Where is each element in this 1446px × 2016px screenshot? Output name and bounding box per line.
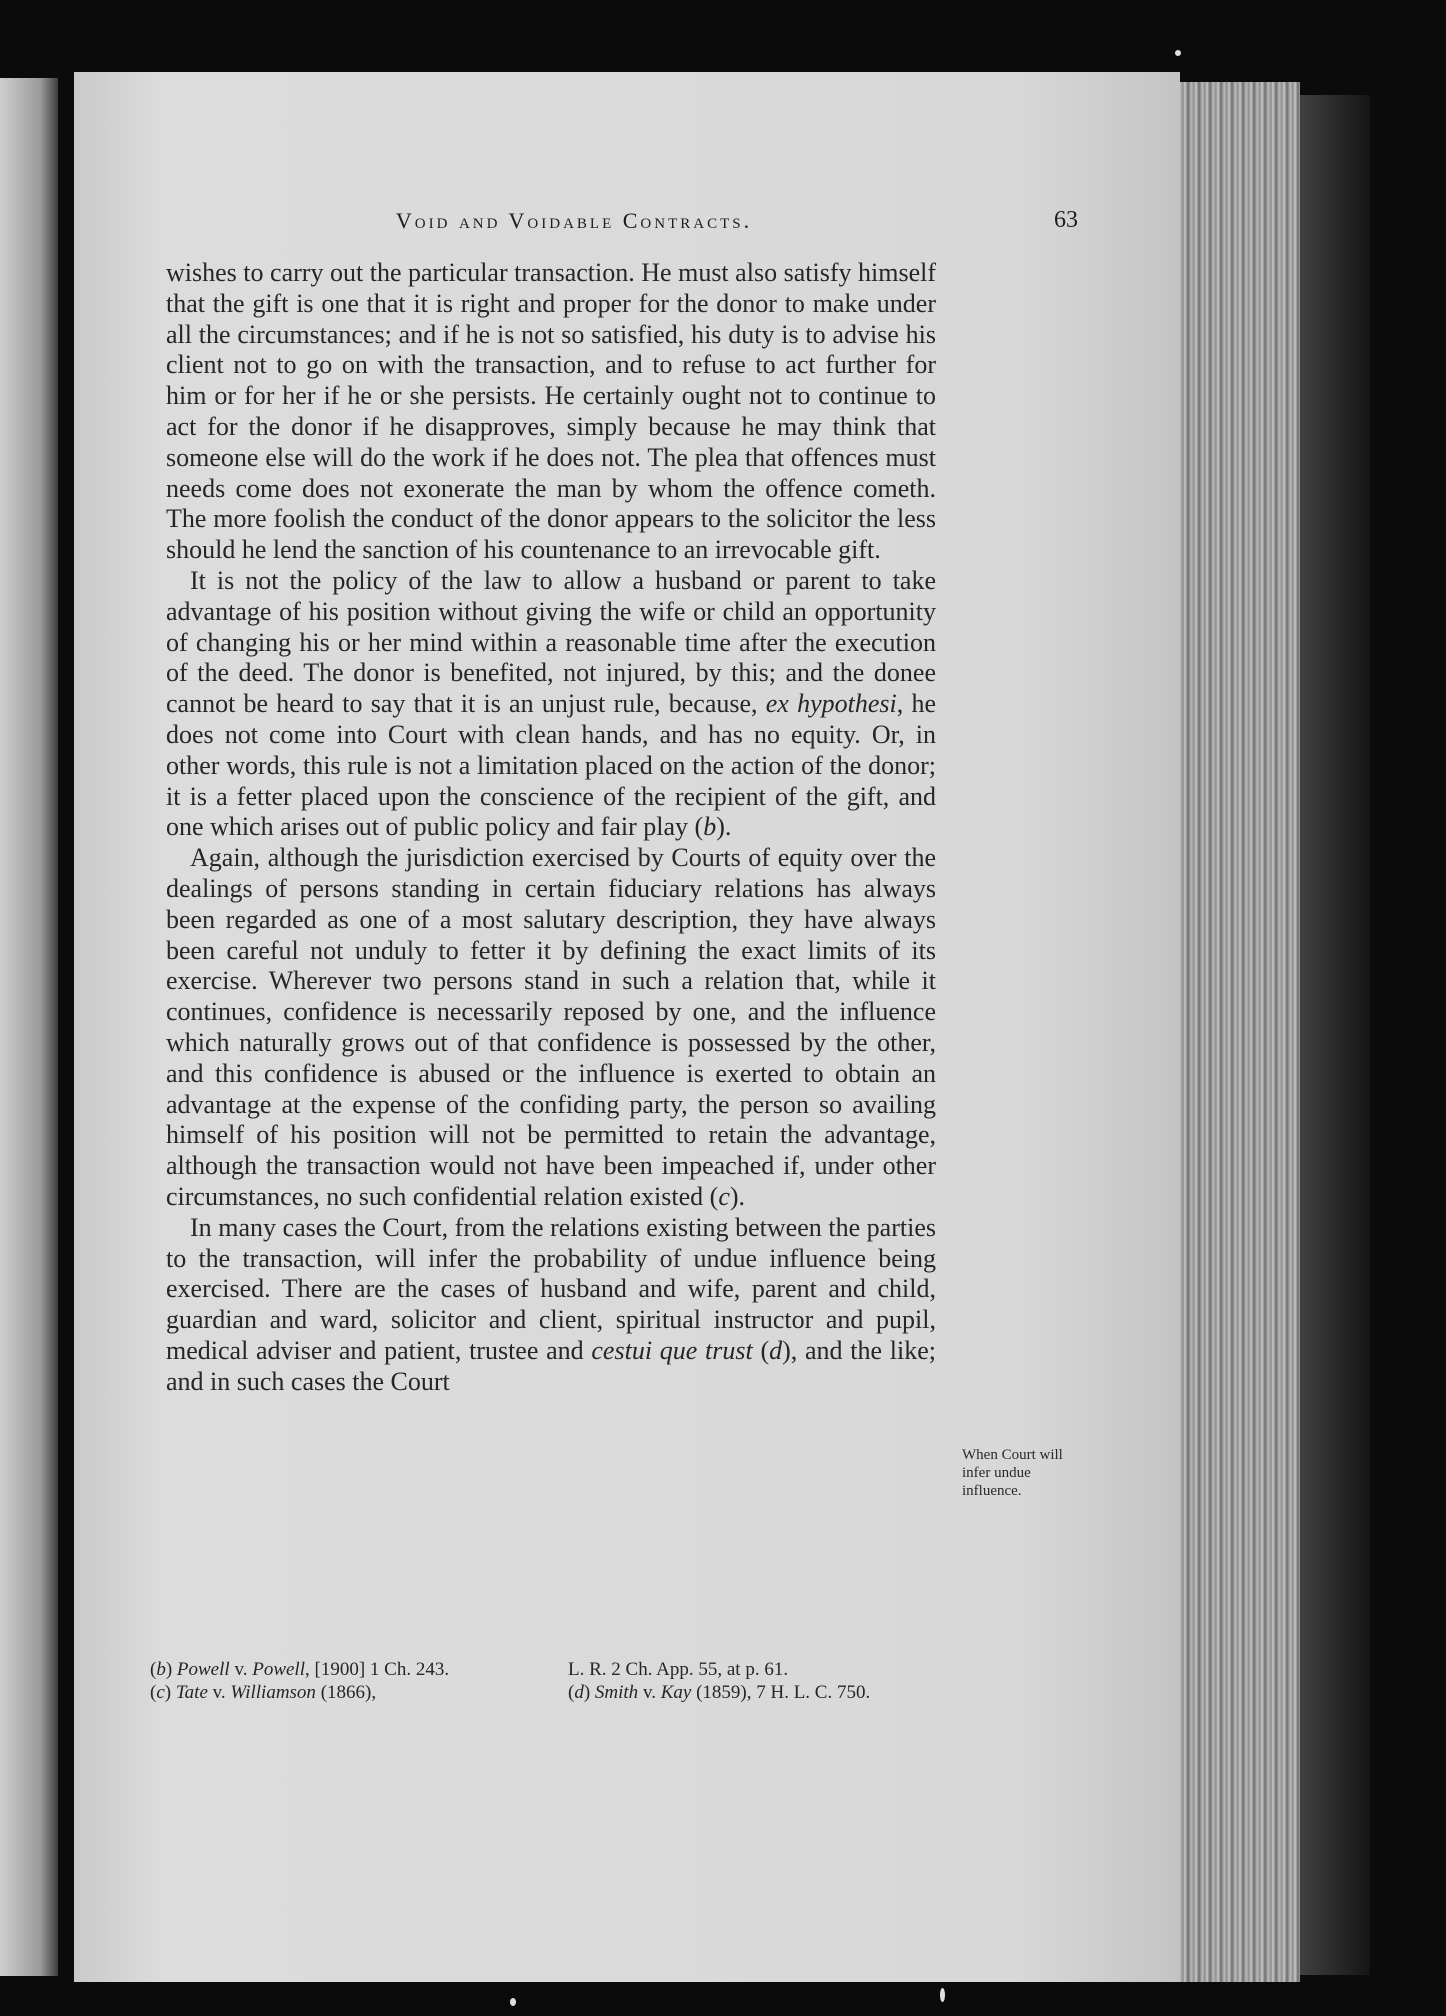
text-run: ) <box>164 1682 176 1703</box>
italic-text-run: Tate <box>175 1682 208 1703</box>
italic-text-run: Powell <box>252 1659 305 1680</box>
body-paragraph <box>166 258 936 566</box>
body-paragraph <box>166 843 936 1213</box>
body-paragraph <box>166 1213 936 1398</box>
text-run: (1866), <box>315 1682 377 1703</box>
italic-text-run: Kay <box>660 1682 692 1703</box>
text-run: , he does not come into Court with clean hands, and has no equity. Or, in other words, this rule is not a limitation placed on the action of the donor; it is a fetter placed upon the conscience of the recipient of the gift, and one which arises out of public policy and fair play ( <box>166 689 936 842</box>
text-run: v. <box>229 1659 253 1680</box>
footnote <box>568 1658 940 1681</box>
adjacent-page-edge <box>0 78 58 1976</box>
text-run: ( <box>752 1335 770 1365</box>
running-head: Void and Voidable Contracts. <box>395 208 753 233</box>
text-run: In many cases the Court, from the relations existing between the parties to the transaction, will infer the probability of undue influence being exercised. There are the cases of husband and wife, parent and child, guardian and ward, solicitor and client, spiritual instructor and pupil, medical adviser and patient, trustee and <box>166 1212 936 1365</box>
text-run: It is not the policy of the law to allow a husband or parent to take advantage of his position without giving the wife or child an opportunity of changing his or her mind within a reasonable time after the execution of the deed. The donor is benefited, not injured, by this; and the donee cannot be heard to say that it is an unjust rule, because, <box>166 565 936 719</box>
text-run: Again, although the jurisdiction exercised by Courts of equity over the dealings of persons standing in certain fiduciary relations has always been regarded as one of a most salutary description, they have always been careful not unduly to fetter it by defining the exact limits of its exercise. Wherever two persons stand in such a relation that, while it continues, confidence is necessarily reposed by one, and the influence which naturally grows out of that confidence is possessed by the other, and this confidence is abused or the influence is exerted to obtain an advantage at the expense of the confiding party, the person so availing himself of his position will not be permitted to retain the advantage, although the transaction would not have been impeached if, under other circumstances, no such confidential relation existed ( <box>166 843 936 1211</box>
italic-text-run: b <box>156 1659 166 1680</box>
body-text <box>166 258 936 1397</box>
text-run: ) <box>583 1682 595 1703</box>
italic-text-run: ex hypothesi <box>765 689 897 719</box>
text-run: ) <box>165 1659 177 1680</box>
book-spine-shadow <box>1300 95 1370 1975</box>
italic-text-run: Powell <box>176 1659 230 1680</box>
text-run: L. R. 2 Ch. App. 55, at p. 61. <box>568 1659 789 1680</box>
text-run: (1859), 7 H. L. C. 750. <box>691 1682 871 1703</box>
italic-text-run: c <box>718 1181 730 1211</box>
text-run: ( <box>568 1682 575 1703</box>
text-run: v. <box>207 1682 231 1703</box>
margin-note: When Court will infer undue influence. <box>962 1447 1063 1499</box>
book-page-edges <box>1180 82 1300 1982</box>
italic-text-run: d <box>574 1682 584 1703</box>
text-run: , [1900] 1 Ch. 243. <box>305 1659 450 1680</box>
italic-text-run: d <box>769 1335 783 1365</box>
dust-speck <box>940 1988 945 2002</box>
footnotes <box>150 1658 940 1704</box>
page-number: 63 <box>1054 207 1078 233</box>
text-run: wishes to carry out the particular transaction. He must also satisfy himself that the gift is one that it is right and proper for the donor to make under all the circumstances; and if he is not so satisfied, his duty is to advise his client not to go on with the transaction, and to refuse to act further for him or for her if he or she persists. He certainly ought not to continue to act for the donor if he disapproves, simply because he may think that someone else will do the work if he does not. The plea that offences must needs come does not exonerate the man by whom the offence cometh. The more foolish the conduct of the donor appears to the solicitor the less should he lend the sanction of his countenance to an irrevocable gift. <box>166 258 936 565</box>
text-run: ( <box>150 1659 157 1680</box>
footnote <box>568 1681 940 1704</box>
text-run: ), and the like; and in such cases the Court <box>166 1335 936 1396</box>
italic-text-run: c <box>156 1682 165 1703</box>
text-run: ). <box>729 1181 746 1211</box>
text-run: ). <box>716 812 732 842</box>
dust-speck <box>1175 50 1181 56</box>
italic-text-run: Smith <box>594 1682 639 1703</box>
footnote <box>150 1681 522 1704</box>
italic-text-run: b <box>703 812 717 842</box>
italic-text-run: cestui que trust <box>591 1335 753 1365</box>
footnotes-right-column <box>568 1658 940 1704</box>
footnotes-left-column <box>150 1658 522 1704</box>
text-run: v. <box>638 1682 661 1703</box>
italic-text-run: Williamson <box>230 1682 316 1703</box>
dust-speck <box>510 1998 516 2006</box>
footnote <box>150 1658 522 1681</box>
body-paragraph <box>166 566 936 843</box>
text-run: ( <box>150 1682 157 1703</box>
